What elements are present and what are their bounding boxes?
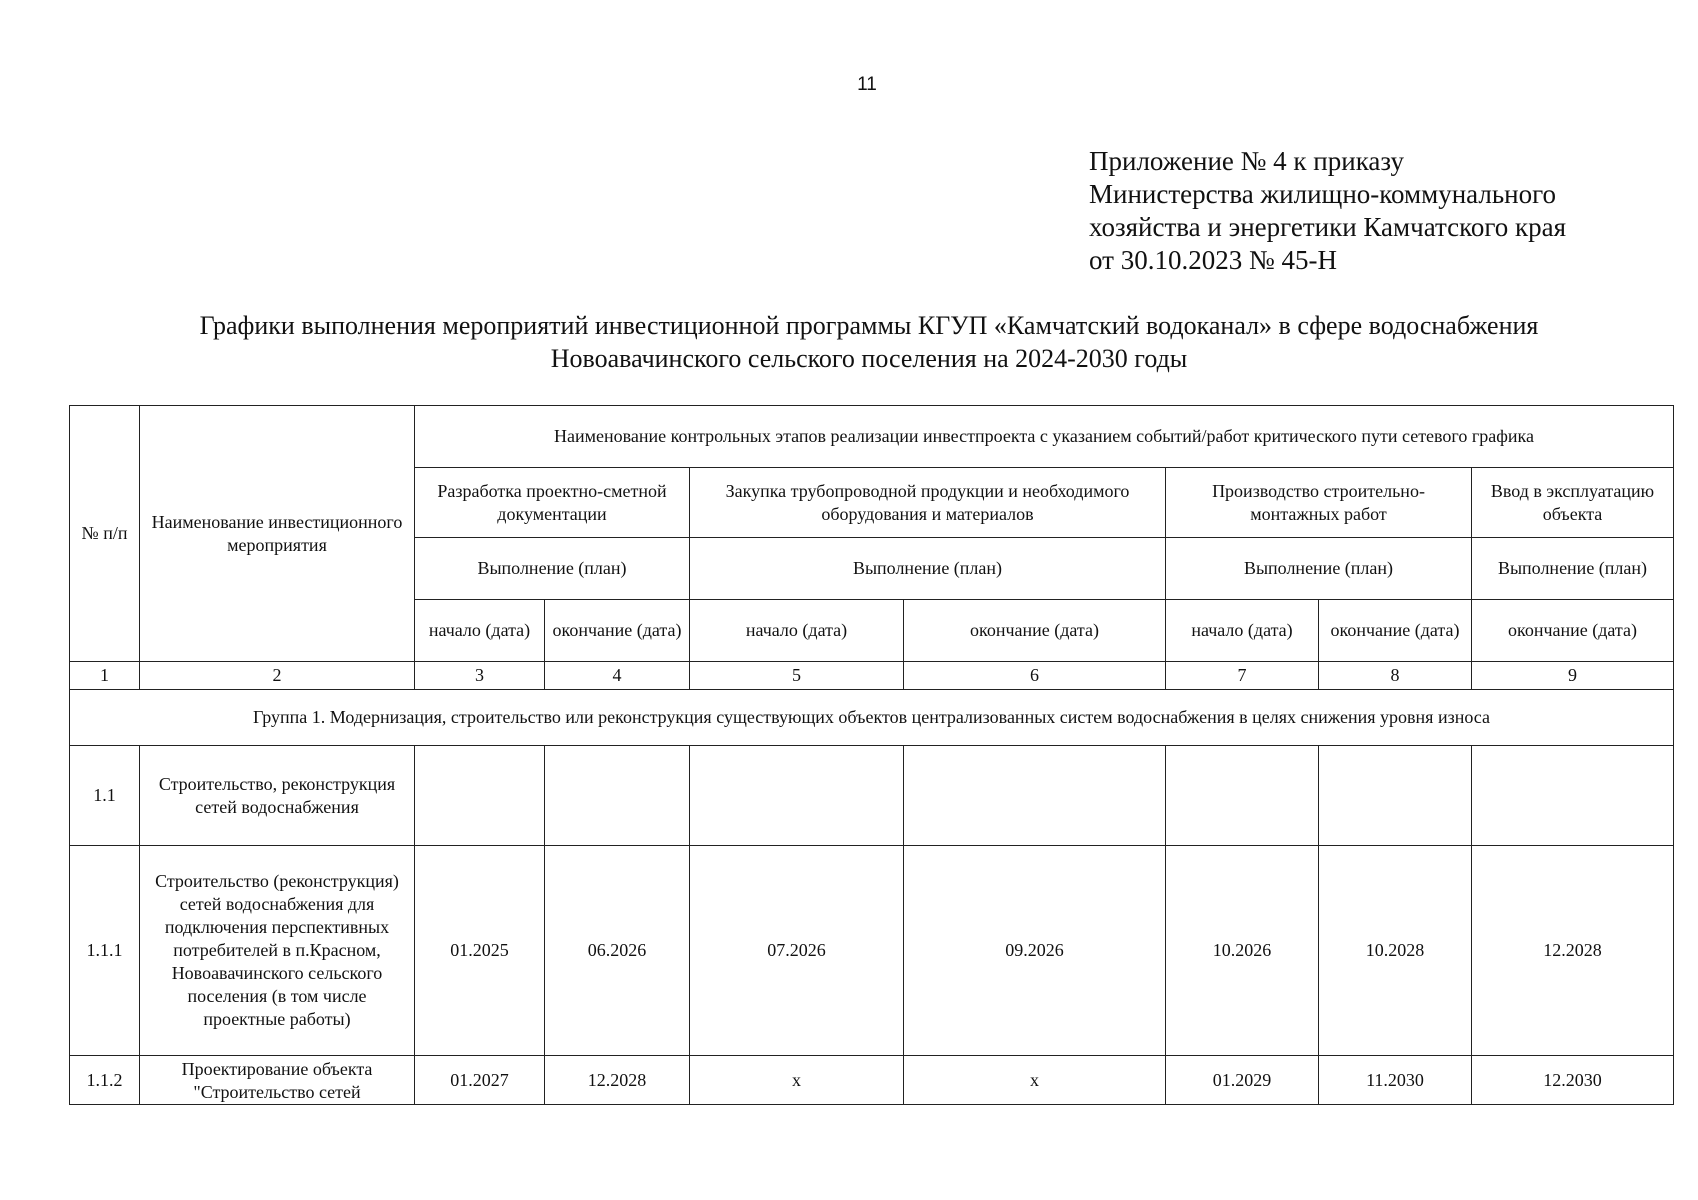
row-value: x <box>904 1056 1166 1105</box>
row-value <box>1472 746 1674 846</box>
header-start: начало (дата) <box>1166 600 1319 662</box>
column-number: 4 <box>545 662 690 690</box>
header-end: окончание (дата) <box>1472 600 1674 662</box>
row-name <box>140 1056 415 1105</box>
table-row <box>70 1056 1674 1105</box>
row-num: 1.1.1 <box>70 846 140 1056</box>
header-name: Наименование инвестиционного мероприятия <box>140 406 415 662</box>
header-stage-construction: Производство строительно-монтажных работ <box>1166 468 1472 538</box>
title-line: Новоавачинского сельского поселения на 2024-2030 годы <box>550 344 1188 373</box>
row-value: 06.2026 <box>545 846 690 1056</box>
header-stage-procurement: Закупка трубопроводной продукции и необходимого оборудования и материалов <box>690 468 1166 538</box>
row-name: Строительство, реконструкция сетей водоснабжения <box>140 746 415 846</box>
document-title <box>69 309 1669 375</box>
row-value <box>904 746 1166 846</box>
row-num: 1.1 <box>70 746 140 846</box>
approval-line: Приложение № 4 к приказу <box>1089 146 1404 176</box>
row-value: 01.2027 <box>415 1056 545 1105</box>
row-value: 12.2028 <box>1472 846 1674 1056</box>
column-number: 9 <box>1472 662 1674 690</box>
table-row <box>70 746 1674 846</box>
header-end: окончание (дата) <box>545 600 690 662</box>
header-end: окончание (дата) <box>904 600 1166 662</box>
column-number: 8 <box>1319 662 1472 690</box>
header-num: № п/п <box>70 406 140 662</box>
title-line: Графики выполнения мероприятий инвестиционной программы КГУП «Камчатский водоканал» в сфере водоснабжения <box>199 311 1539 340</box>
header-end: окончание (дата) <box>1319 600 1472 662</box>
column-number-row <box>70 662 1674 690</box>
row-value: 10.2028 <box>1319 846 1472 1056</box>
row-value: x <box>690 1056 904 1105</box>
column-number: 3 <box>415 662 545 690</box>
header-start: начало (дата) <box>690 600 904 662</box>
column-number: 7 <box>1166 662 1319 690</box>
row-value: 12.2030 <box>1472 1056 1674 1105</box>
header-plan: Выполнение (план) <box>690 538 1166 600</box>
row-value <box>545 746 690 846</box>
table-row <box>70 846 1674 1056</box>
row-value: 10.2026 <box>1166 846 1319 1056</box>
schedule-table <box>69 405 1674 1105</box>
row-value <box>415 746 545 846</box>
row-value: 09.2026 <box>904 846 1166 1056</box>
group-row <box>70 690 1674 746</box>
header-plan: Выполнение (план) <box>1166 538 1472 600</box>
row-value: 12.2028 <box>545 1056 690 1105</box>
header-stages-title: Наименование контрольных этапов реализации инвестпроекта с указанием событий/работ критического пути сетевого графика <box>415 406 1674 468</box>
row-value <box>690 746 904 846</box>
row-value: 01.2025 <box>415 846 545 1056</box>
row-num: 1.1.2 <box>70 1056 140 1105</box>
row-name: Строительство (реконструкция) сетей водоснабжения для подключения перспективных потребителей в п.Красном, Новоавачинского сельского поселения (в том числе проектные работы) <box>140 846 415 1056</box>
header-plan: Выполнение (план) <box>415 538 690 600</box>
header-stage-commissioning: Ввод в эксплуатацию объекта <box>1472 468 1674 538</box>
group-title: Группа 1. Модернизация, строительство или реконструкция существующих объектов централизованных систем водоснабжения в целях снижения уровня износа <box>70 690 1674 746</box>
row-value <box>1166 746 1319 846</box>
column-number: 1 <box>70 662 140 690</box>
approval-block <box>1089 145 1566 277</box>
header-start: начало (дата) <box>415 600 545 662</box>
column-number: 5 <box>690 662 904 690</box>
approval-line: от 30.10.2023 № 45-Н <box>1089 245 1337 275</box>
row-value: 11.2030 <box>1319 1056 1472 1105</box>
page-number: 11 <box>857 74 877 95</box>
header-stage-design: Разработка проектно-сметной документации <box>415 468 690 538</box>
column-number: 2 <box>140 662 415 690</box>
approval-line: хозяйства и энергетики Камчатского края <box>1089 212 1567 242</box>
approval-line: Министерства жилищно-коммунального <box>1089 179 1557 209</box>
row-value: 07.2026 <box>690 846 904 1056</box>
header-plan: Выполнение (план) <box>1472 538 1674 600</box>
column-number: 6 <box>904 662 1166 690</box>
row-name-text: Проектирование объекта "Строительство сетей <box>181 1059 373 1102</box>
row-value: 01.2029 <box>1166 1056 1319 1105</box>
row-value <box>1319 746 1472 846</box>
